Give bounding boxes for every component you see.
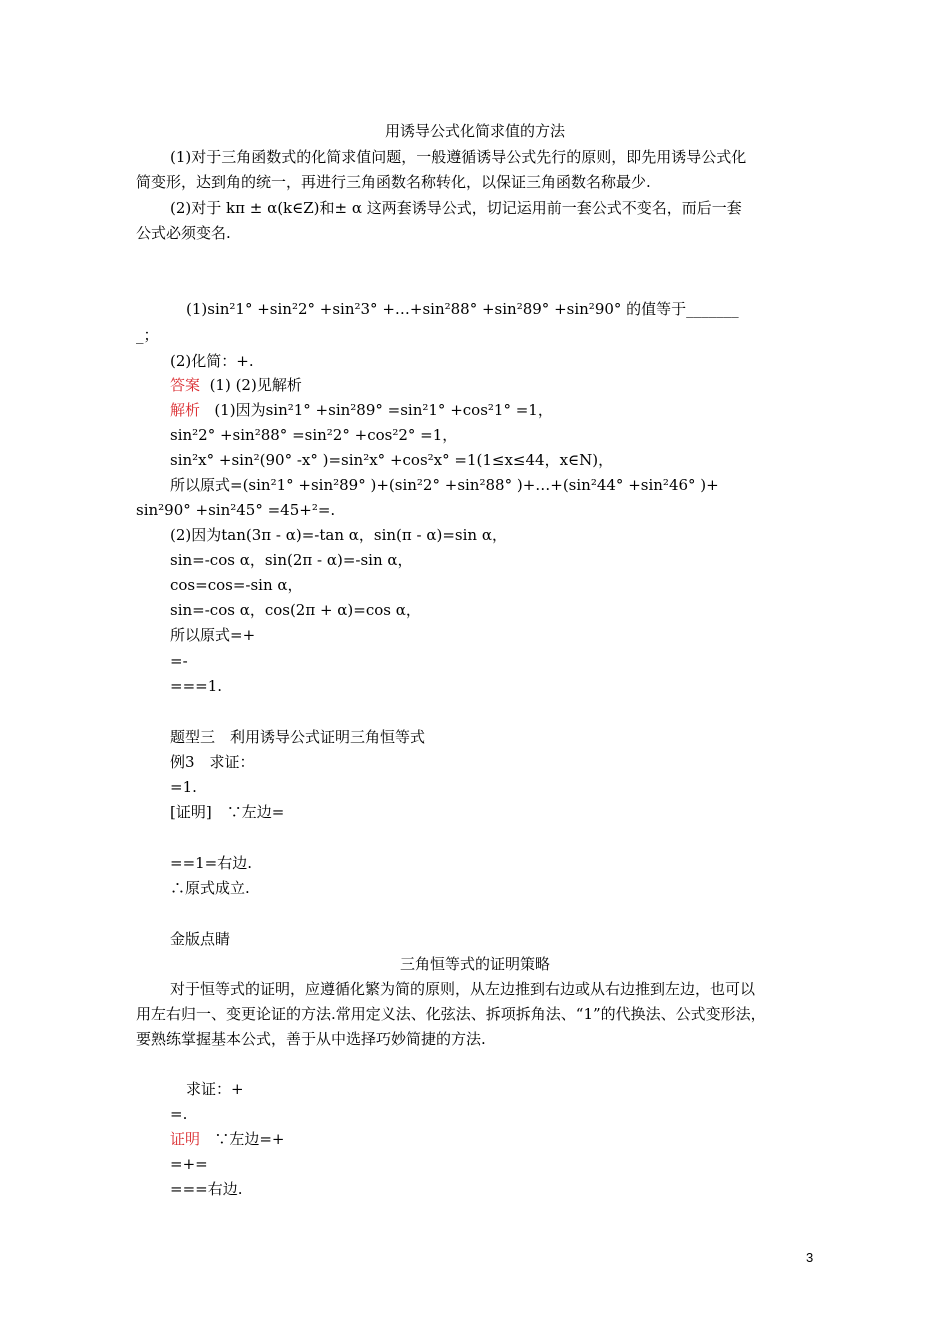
example-line: =1.: [170, 778, 197, 796]
page-number: 3: [806, 1250, 814, 1265]
analysis-line: =-: [170, 652, 188, 670]
question-line: _；: [136, 326, 159, 344]
tips-title: 三角恒等式的证明策略: [399, 955, 550, 973]
proof-line: ==1=右边.: [170, 854, 253, 872]
analysis-line: [170, 400, 553, 420]
analysis-line: sin²2° +sin²88° =sin²2° +cos²2° =1，: [170, 426, 458, 444]
analysis-line: ===1.: [170, 677, 223, 695]
analysis-text: (1)因为sin²1° +sin²89° =sin²1° +cos²1° =1，: [214, 401, 553, 419]
practice-line: 求证：+: [186, 1080, 244, 1098]
practice-proof-line: [170, 1129, 284, 1149]
example-line: 例3 求证：: [170, 753, 255, 771]
practice-proof-line: =+=: [170, 1155, 208, 1173]
analysis-line: sin²90° +sin²45° =45+²=.: [136, 501, 336, 519]
paragraph-line: 公式必须变名.: [136, 224, 231, 242]
analysis-line: sin²x° +sin²(90° -x° )=sin²x° +cos²x° =1(1≤x≤44，x∈N)，: [170, 451, 614, 469]
analysis-line: 所以原式=+: [170, 626, 256, 644]
practice-line: =.: [170, 1105, 188, 1123]
paragraph-line: (1)对于三角函数式的化简求值问题，一般遵循诱导公式先行的原则，即先用诱导公式化: [170, 148, 747, 166]
proof-label: 证明: [170, 1130, 201, 1148]
question-line: (1)sin²1° +sin²2° +sin²3° +…+sin²88° +sin²89° +sin²90° 的值等于_______: [186, 300, 739, 318]
analysis-line: cos=cos=-sin α，: [170, 576, 303, 594]
type-heading: 题型三 利用诱导公式证明三角恒等式: [170, 728, 426, 746]
analysis-line: (2)因为tan(3π - α)=-tan α，sin(π - α)=sin α，: [170, 526, 507, 544]
tips-line: 用左右归一、变更论证的方法.常用定义法、化弦法、拆项拆角法、“1”的代换法、公式变形法，: [136, 1005, 766, 1023]
analysis-line: sin=-cos α，sin(2π - α)=-sin α，: [170, 551, 413, 569]
tips-line: 要熟练掌握基本公式，善于从中选择巧妙简捷的方法.: [136, 1030, 486, 1048]
practice-proof-line: ===右边.: [170, 1180, 243, 1198]
tips-label: 金版点睛: [170, 930, 231, 948]
paragraph-line: 简变形，达到角的统一，再进行三角函数名称转化，以保证三角函数名称最少.: [136, 173, 651, 191]
tips-line: 对于恒等式的证明，应遵循化繁为简的原则，从左边推到右边或从右边推到左边，也可以: [170, 980, 756, 998]
proof-text: ∵左边=+: [214, 1130, 285, 1148]
analysis-line: 所以原式=(sin²1° +sin²89° )+(sin²2° +sin²88° )+…+(sin²44° +sin²46° )+: [170, 476, 719, 494]
section-title: 用诱导公式化简求值的方法: [384, 122, 565, 140]
proof-line: ∴原式成立.: [170, 879, 250, 897]
answer-label: 答案: [170, 376, 201, 394]
question-line: (2)化简：+.: [170, 352, 254, 370]
proof-line: [证明] ∵左边=: [170, 803, 285, 821]
analysis-label: 解析: [170, 401, 201, 419]
answer-text: (1) (2)见解析: [209, 376, 302, 394]
answer-line: [170, 375, 302, 395]
analysis-line: sin=-cos α，cos(2π + α)=cos α，: [170, 601, 421, 619]
paragraph-line: (2)对于 kπ ± α(k∈Z)和± α 这两套诱导公式，切记运用前一套公式不变名，而后一套: [170, 199, 742, 217]
